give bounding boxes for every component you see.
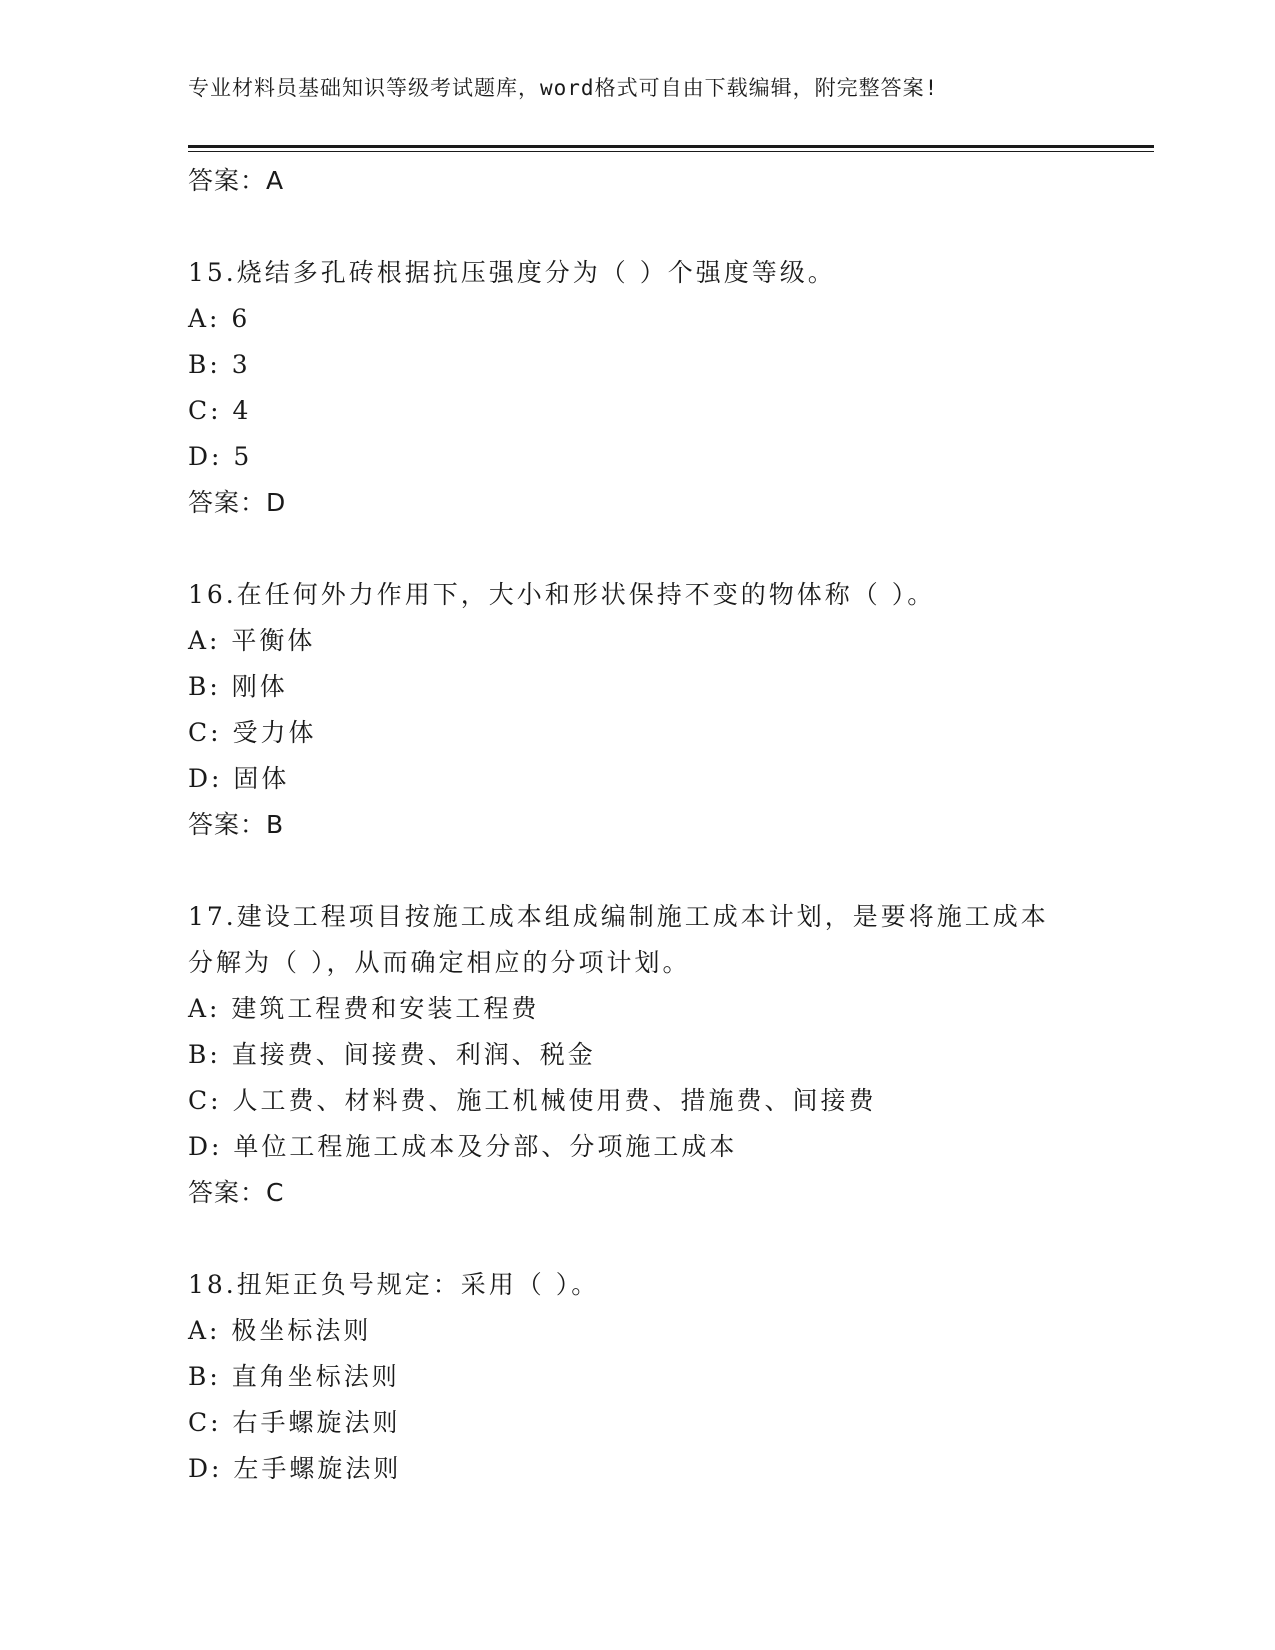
answer-line: 答案：B xyxy=(188,810,285,839)
option-b: B: 3 xyxy=(188,350,251,379)
question-stem: 18.扭矩正负号规定：采用（ ）。 xyxy=(188,1270,600,1299)
option-d: D: 5 xyxy=(188,442,253,471)
question-stem: 15.烧结多孔砖根据抗压强度分为（ ）个强度等级。 xyxy=(188,258,836,287)
answer-line: 答案：C xyxy=(188,1178,285,1207)
option-a: A: 建筑工程费和安装工程费 xyxy=(188,994,540,1023)
spacer xyxy=(188,526,1148,572)
page-header: 专业材料员基础知识等级考试题库，word格式可自由下载编辑，附完整答案! xyxy=(188,76,939,100)
option-b: B: 直角坐标法则 xyxy=(188,1362,400,1391)
option-d: D: 单位工程施工成本及分部、分项施工成本 xyxy=(188,1132,738,1161)
header-rule-thin xyxy=(188,151,1154,152)
option-a: A: 极坐标法则 xyxy=(188,1316,372,1345)
question-stem: 16.在任何外力作用下，大小和形状保持不变的物体称（ ）。 xyxy=(188,580,936,609)
answer-line: 答案：A xyxy=(188,166,285,195)
option-a: A: 6 xyxy=(188,304,251,333)
spacer xyxy=(188,204,1148,250)
option-b: B: 刚体 xyxy=(188,672,288,701)
header-rule-thick xyxy=(188,145,1154,148)
option-b: B: 直接费、间接费、利润、税金 xyxy=(188,1040,596,1069)
option-d: D: 固体 xyxy=(188,764,290,793)
answer-line: 答案：D xyxy=(188,488,287,517)
spacer xyxy=(188,1216,1148,1262)
option-a: A: 平衡体 xyxy=(188,626,316,655)
option-c: C: 人工费、材料费、施工机械使用费、措施费、间接费 xyxy=(188,1086,877,1115)
option-c: C: 右手螺旋法则 xyxy=(188,1408,401,1437)
spacer xyxy=(188,848,1148,894)
option-d: D: 左手螺旋法则 xyxy=(188,1454,402,1483)
option-c: C: 4 xyxy=(188,396,252,425)
option-c: C: 受力体 xyxy=(188,718,317,747)
question-stem: 17.建设工程项目按施工成本组成编制施工成本计划，是要将施工成本 xyxy=(188,902,1049,931)
question-content xyxy=(188,158,1148,1492)
question-stem-continued: 分解为（ ），从而确定相应的分项计划。 xyxy=(188,948,691,977)
